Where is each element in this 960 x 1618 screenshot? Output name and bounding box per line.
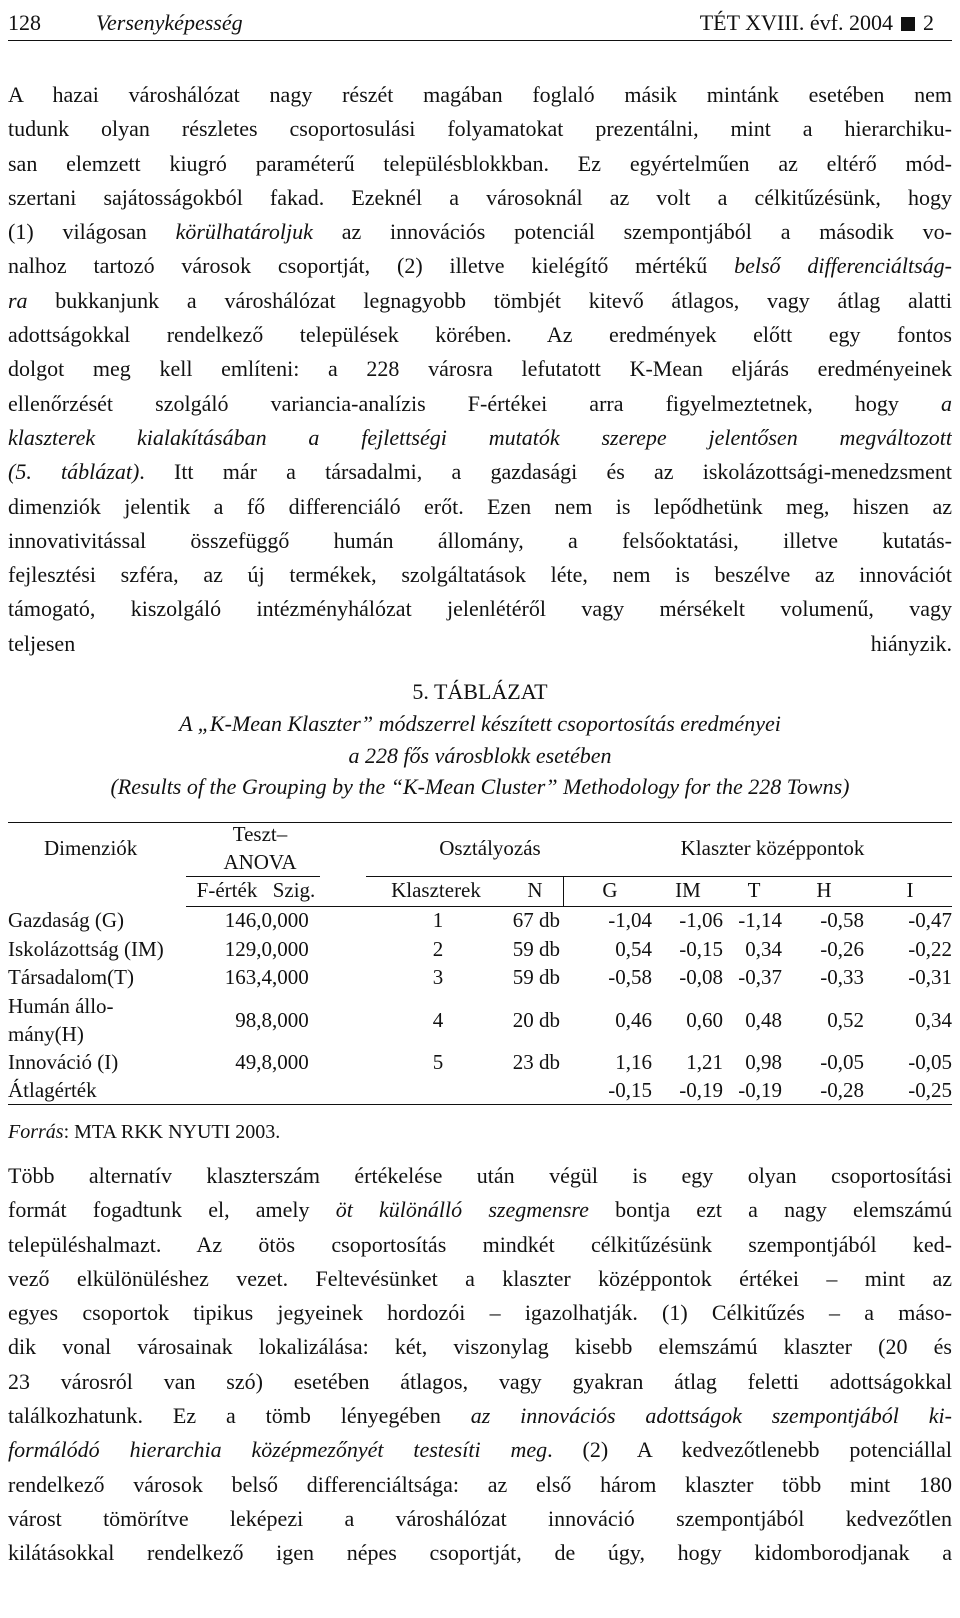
text-line bbox=[8, 249, 952, 283]
table-cell-im: -0,19 bbox=[679, 1078, 723, 1102]
table-cell-n: 20 db bbox=[512, 1008, 560, 1032]
table-cell-im: -0,15 bbox=[679, 937, 723, 961]
table-cell-im: -0,08 bbox=[679, 965, 723, 989]
table-top-rule bbox=[8, 822, 952, 823]
header-rule bbox=[8, 40, 952, 41]
table-cell-i: -0,31 bbox=[908, 965, 952, 989]
text-run: formát fogadtunk el, amely bbox=[8, 1197, 336, 1223]
table-cell-f: 163,4 bbox=[224, 965, 272, 989]
text-line: településhalmazt. Az ötös csoportosítás mindkét célkitűzésünk szempontjából ked- bbox=[8, 1231, 952, 1257]
italic-run: az innovációs adottságok szempontjából ki- bbox=[470, 1403, 952, 1429]
paragraph-1 bbox=[8, 78, 952, 661]
text-line bbox=[8, 387, 952, 421]
row-dimension: Innováció (I) bbox=[8, 1050, 119, 1074]
table-number: 5. TÁBLÁZAT bbox=[412, 679, 548, 704]
italic-run: körülhatároljuk bbox=[175, 219, 313, 245]
italic-run: belső differenciáltság- bbox=[734, 253, 952, 279]
table-cell-h: -0,05 bbox=[820, 1050, 864, 1074]
text-run: (1) világosan bbox=[8, 219, 176, 245]
table-cell-g: 1,16 bbox=[615, 1050, 652, 1074]
text-line: szertani sajátosságokból fakad. Ezeknél a városoknál az volt a célkitűzésünk, hogy bbox=[8, 184, 952, 210]
table-cell-sig: ,000 bbox=[272, 1008, 309, 1032]
italic-run: klaszterek kialakításában a fejlettségi mutatók szerepe jelentősen megváltozott bbox=[8, 424, 952, 450]
table-cell-im: 0,60 bbox=[686, 1008, 723, 1032]
table-cell-h: 0,52 bbox=[827, 1008, 864, 1032]
table-cell-sig: ,000 bbox=[272, 937, 309, 961]
text-line: innovativitással összefüggő humán állomány, a felsőoktatási, illetve kutatás- bbox=[8, 527, 952, 553]
paragraph-2 bbox=[8, 1159, 952, 1571]
table-cell-t: 0,98 bbox=[745, 1050, 782, 1074]
table-cell-sig: ,000 bbox=[272, 965, 309, 989]
header-test-line1: Teszt– bbox=[232, 822, 288, 846]
table-cell-g: -1,04 bbox=[608, 908, 652, 932]
source-label: Forrás bbox=[8, 1121, 64, 1143]
subheader-cell: F-érték bbox=[196, 878, 258, 902]
text-run: bontja ezt a nagy elemszámú bbox=[588, 1197, 952, 1223]
journal-name: TÉT XVIII. évf. 2004 bbox=[699, 10, 893, 35]
text-line: A hazai városhálózat nagy részét magában foglaló másik mintánk esetében nem bbox=[8, 82, 952, 107]
table-title-line2: a 228 fős városblokk esetében bbox=[348, 743, 612, 768]
table-cell-k: 3 bbox=[432, 965, 444, 989]
text-run: . (2) A kedvezőtlenebb potenciállal bbox=[547, 1437, 952, 1463]
table-cell-k: 2 bbox=[432, 937, 444, 961]
subheader-rule bbox=[186, 906, 952, 907]
text-line: san elemzett kiugró paraméterű településblokkban. Ez egyértelműen az eltérő mód- bbox=[8, 150, 952, 176]
text-line: dik vonal városainak lokalizálása: két, viszonylag kisebb elemszámú klaszter (20 és bbox=[8, 1334, 952, 1360]
italic-run: (5. táblázat) bbox=[8, 459, 140, 485]
table-cell-g: -0,15 bbox=[608, 1078, 652, 1102]
italic-run: ra bbox=[8, 287, 28, 313]
subheader-cell: Klaszterek bbox=[391, 878, 481, 902]
table-cell-n: 59 db bbox=[512, 965, 560, 989]
table-cell-t: 0,34 bbox=[745, 937, 782, 961]
table-cell-t: -0,37 bbox=[738, 965, 782, 989]
table-cell-g: 0,46 bbox=[615, 1008, 652, 1032]
subheader-cell: T bbox=[747, 878, 761, 902]
table-cell-n: 59 db bbox=[512, 937, 560, 961]
text-line: tudunk olyan részletes csoportosulási folyamatokat prezentálni, mint a hierarchiku- bbox=[8, 116, 952, 142]
table-cell-k: 5 bbox=[432, 1050, 444, 1074]
subheader-cell: H bbox=[816, 878, 832, 902]
table-cell-g: -0,58 bbox=[608, 965, 652, 989]
table-cell-t: -0,19 bbox=[738, 1078, 782, 1102]
table-cell-n: 67 db bbox=[512, 908, 560, 932]
text-run: . Itt már a társadalmi, a gazdasági és az iskolázottsági-menedzsment bbox=[139, 459, 952, 485]
text-run: ellenőrzését szolgáló variancia-analízis F-értékei arra figyelmeztetnek, hogy bbox=[8, 390, 941, 416]
table-bottom-rule bbox=[8, 1104, 952, 1105]
text-line: támogató, kiszolgáló intézményhálózat jelenlétéről vagy mérsékelt volumenű, vagy bbox=[8, 596, 952, 622]
row-dimension: Átlagérték bbox=[8, 1078, 97, 1102]
table-cell-f: 98,8 bbox=[235, 1008, 272, 1032]
text-run: nalhoz tartozó városok csoportját, (2) illetve kielégítő mértékű bbox=[8, 253, 735, 279]
text-line: vező elkülönüléshez vezet. Feltevésünket a klaszter középpontok értékei – mint az bbox=[8, 1265, 952, 1291]
text-line: fejlesztési szféra, az új termékek, szolgáltatások léte, nem is beszélve az innovációt bbox=[8, 562, 952, 588]
text-run: az innovációs potenciál szempontjából a második vo- bbox=[312, 219, 952, 245]
text-line: egyes csoportok tipikus jegyeinek hordozói – igazolhatják. (1) Célkitűzés – a máso- bbox=[8, 1300, 952, 1326]
centers-header-rule bbox=[366, 876, 952, 877]
table-cell-im: 1,21 bbox=[686, 1050, 723, 1074]
table-cell-f: 49,8 bbox=[235, 1050, 272, 1074]
row-dimension: Gazdaság (G) bbox=[8, 908, 125, 932]
page-number: 128 bbox=[8, 10, 41, 35]
table-cell-im: -1,06 bbox=[679, 908, 723, 932]
subheader-divider bbox=[563, 876, 564, 906]
table-cell-sig: ,000 bbox=[272, 908, 309, 932]
text-run: találkozhatunk. Ez a tömb lényegében bbox=[8, 1403, 471, 1429]
table-cell-t: 0,48 bbox=[745, 1008, 782, 1032]
text-line bbox=[8, 1433, 952, 1467]
table-cell-h: -0,28 bbox=[820, 1078, 864, 1102]
row-dimension: Iskolázottság (IM) bbox=[8, 937, 164, 961]
text-line: rendelkező városok belső differenciáltsága: az első három klaszter több mint 180 bbox=[8, 1471, 952, 1497]
header-classification: Osztályozás bbox=[439, 836, 541, 860]
subheader-cell: N bbox=[527, 878, 543, 902]
source-text: : MTA RKK NYUTI 2003. bbox=[63, 1121, 281, 1143]
table-cell-i: 0,34 bbox=[915, 1008, 952, 1032]
header-test-line2: ANOVA bbox=[223, 850, 297, 874]
row-dimension: Humán állo- bbox=[8, 994, 114, 1018]
italic-run: a bbox=[941, 390, 952, 416]
table-cell-i: -0,22 bbox=[908, 937, 952, 961]
header-dimensions: Dimenziók bbox=[44, 836, 138, 860]
table-cell-sig: ,000 bbox=[272, 1050, 309, 1074]
page-header bbox=[8, 6, 934, 40]
text-line: Több alternatív klaszterszám értékelése után végül is egy olyan csoportosítási bbox=[8, 1163, 952, 1188]
section-title: Versenyképesség bbox=[96, 10, 243, 35]
row-dimension-cont: mány(H) bbox=[8, 1022, 84, 1046]
text-line: várost tömörítve leképezi a városhálózat innováció szempontjából kedvezőtlen bbox=[8, 1505, 952, 1531]
table-cell-k: 4 bbox=[432, 1008, 444, 1032]
table-cell-k: 1 bbox=[432, 908, 444, 932]
subheader-cell: Szig. bbox=[272, 878, 316, 902]
table-title: A „K-Mean Klaszter” módszerrel készített csoportosítás eredményei bbox=[179, 711, 781, 736]
table-cell-t: -1,14 bbox=[738, 908, 782, 932]
table-cell-n: 23 db bbox=[512, 1050, 560, 1074]
square-bullet-icon bbox=[901, 17, 915, 31]
table-cell-f: 129,0 bbox=[224, 937, 272, 961]
text-line: adottságokkal rendelkező települések körében. Az eredmények előtt egy fontos bbox=[8, 322, 952, 348]
text-line bbox=[8, 284, 952, 318]
subheader-cell: G bbox=[602, 878, 618, 902]
table-cell-i: -0,05 bbox=[908, 1050, 952, 1074]
subheader-cell: IM bbox=[675, 878, 701, 902]
text-line bbox=[8, 1399, 952, 1433]
text-line bbox=[8, 1193, 952, 1227]
text-run: bukkanjunk a városhálózat legnagyobb tömbjét kitevő átlagos, vagy átlag alatti bbox=[27, 287, 952, 313]
issue-number: 2 bbox=[923, 10, 934, 35]
text-line: teljesen hiányzik. bbox=[8, 630, 952, 656]
table-cell-f: 146,0 bbox=[224, 908, 272, 932]
text-line bbox=[8, 215, 952, 249]
table-cell-g: 0,54 bbox=[615, 937, 652, 961]
test-header-rule bbox=[186, 876, 320, 877]
table-title-english: (Results of the Grouping by the “K-Mean Cluster” Methodology for the 228 Towns) bbox=[110, 774, 850, 799]
text-line: 23 városról van szó) esetében átlagos, vagy gyakran átlag feletti adottságokkal bbox=[8, 1368, 952, 1394]
text-line: kilátásokkal rendelkező igen népes csoportját, de úgy, hogy kidomborodjanak a bbox=[8, 1540, 952, 1566]
journal-info bbox=[700, 6, 934, 40]
italic-run: formálódó hierarchia középmezőnyét testesíti meg bbox=[8, 1437, 548, 1463]
row-dimension: Társadalom(T) bbox=[8, 965, 134, 989]
text-line bbox=[8, 455, 952, 489]
table-cell-h: -0,26 bbox=[820, 937, 864, 961]
table-cell-i: -0,25 bbox=[908, 1078, 952, 1102]
header-cluster-centers: Klaszter középpontok bbox=[680, 836, 865, 860]
table-cell-i: -0,47 bbox=[908, 908, 952, 932]
source-note bbox=[8, 1118, 280, 1146]
italic-run: öt különálló szegmensre bbox=[335, 1197, 589, 1223]
text-line: dimenziók jelentik a fő differenciáló erőt. Ezen nem is lepődhetünk meg, hiszen az bbox=[8, 493, 952, 519]
table-cell-h: -0,33 bbox=[820, 965, 864, 989]
table-cell-h: -0,58 bbox=[820, 908, 864, 932]
subheader-cell: I bbox=[906, 878, 914, 902]
text-line bbox=[8, 421, 952, 455]
text-line: dolgot meg kell említeni: a 228 városra lefutatott K-Mean eljárás eredményeinek bbox=[8, 356, 952, 382]
